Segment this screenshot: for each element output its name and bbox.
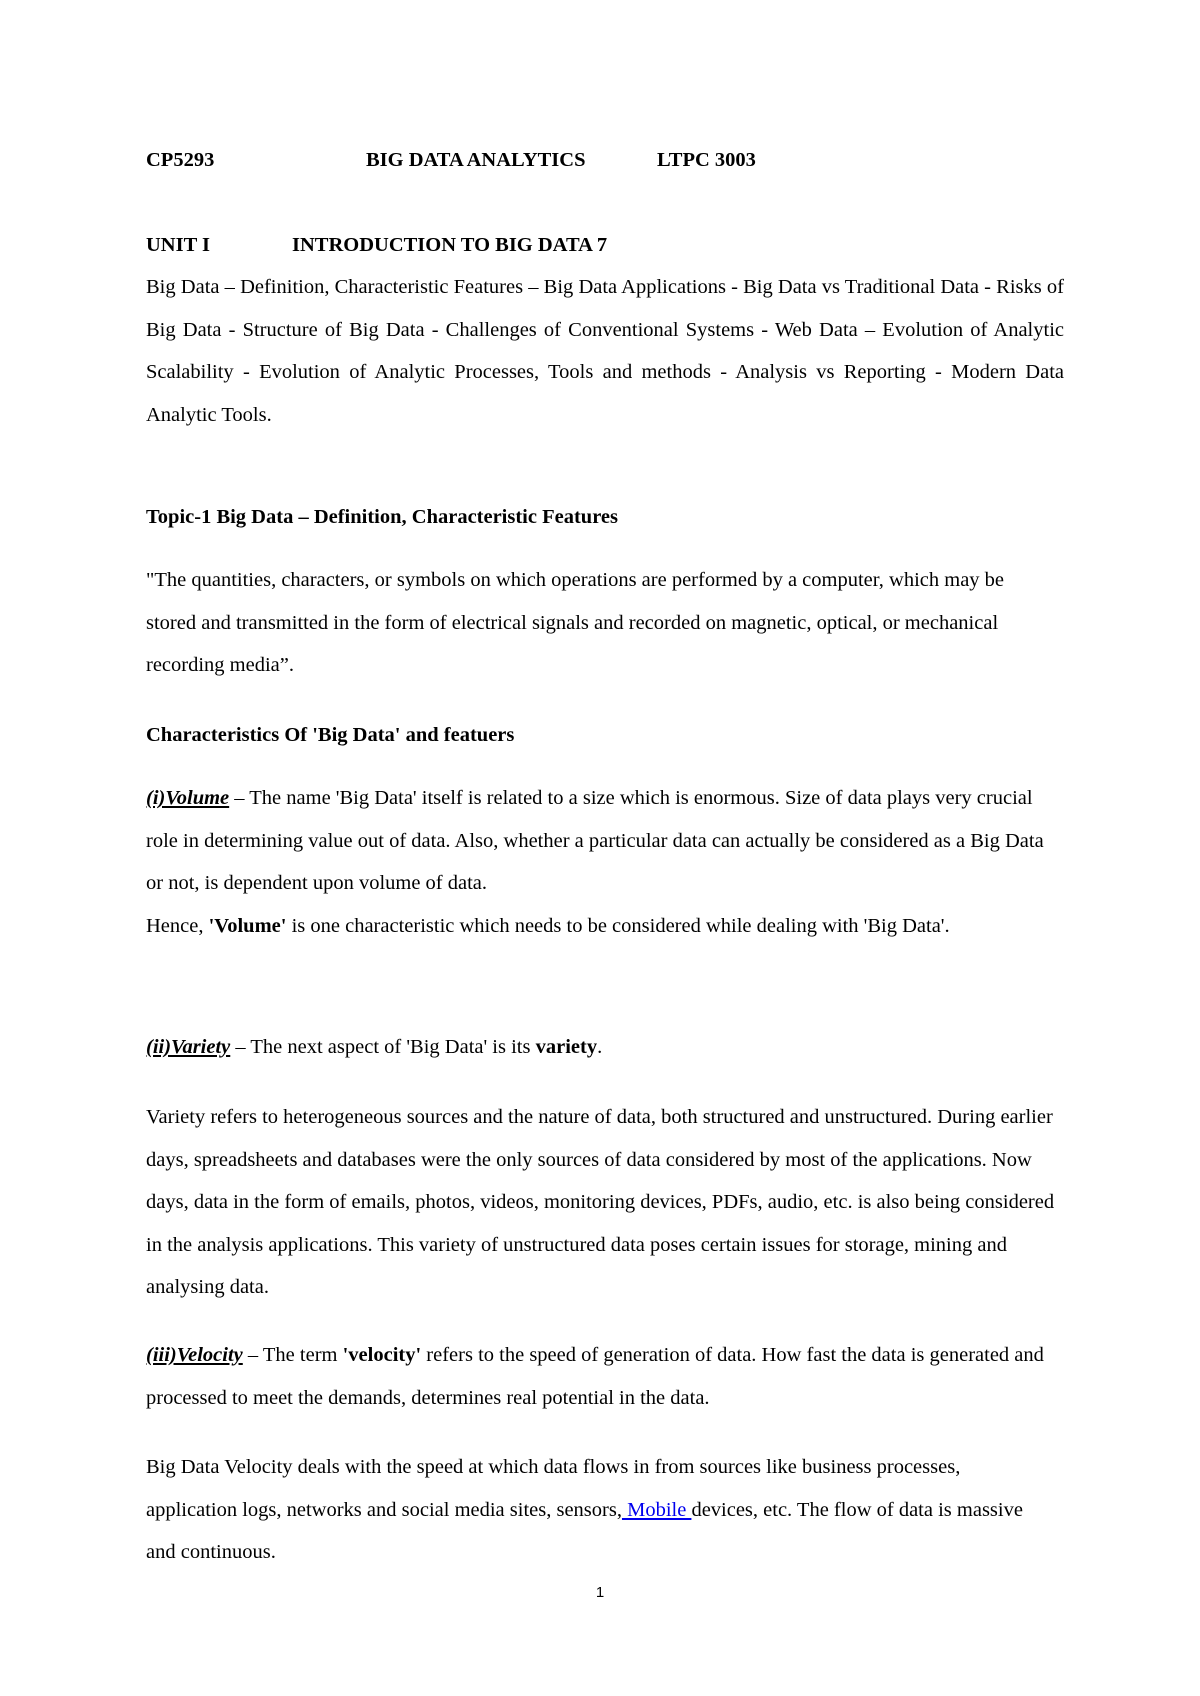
velocity-intro (146, 1334, 1046, 1419)
velocity-bold: 'velocity' (342, 1344, 422, 1366)
page-number: 1 (595, 1584, 605, 1601)
course-code: CP5293 (146, 149, 215, 171)
variety-text: – The next aspect of 'Big Data' is its (230, 1036, 536, 1058)
volume-hence-bold: 'Volume' (208, 914, 287, 937)
velocity-label (146, 1344, 243, 1366)
volume-text: – The name 'Big Data' itself is related to a size which is enormous. Size of data plays very crucial role in determining value out of data. Also, whether a particular data can actually be considered as a Big Data or not, is dependent upon volume of data. (146, 787, 1044, 894)
course-title: BIG DATA ANALYTICS (366, 149, 586, 171)
variety-paragraph: Variety refers to heterogeneous sources and the nature of data, both structured and unstructured. During earlier days, spreadsheets and databases were the only sources of data considered by most of the applications. Now days, data in the form of emails, photos, videos, monitoring devices, PDFs, audio, etc. is also being considered in the analysis applications. This variety of unstructured data poses certain issues for storage, mining and analysing data. (146, 1106, 1055, 1298)
velocity-rest: refers to the speed of generation of data. How fast the data is generated and processed to meet the demands, determines real potential in the data. (146, 1344, 1044, 1409)
unit-title: INTRODUCTION TO BIG DATA 7 (292, 234, 608, 256)
volume-label: (i)Volume (146, 787, 230, 809)
topic-heading: Topic-1 Big Data – Definition, Characteristic Features (146, 506, 619, 528)
velocity-label-text: (iii)Velocity (146, 1344, 243, 1366)
velocity-para-start: Big Data Velocity deals with the speed at which data flows in from sources like business processes, application logs, networks and social media sites, sensors, (146, 1456, 961, 1521)
unit-label: UNIT I (146, 234, 210, 256)
characteristics-heading: Characteristics Of 'Big Data' and featuers (146, 724, 515, 746)
variety-bold: variety (535, 1036, 598, 1058)
volume-hence-prefix: Hence, (146, 914, 209, 937)
velocity-para-end: devices, etc. The flow of data is massive and continuous. (146, 1498, 1023, 1563)
course-ltpc: LTPC 3003 (657, 149, 756, 171)
variety-end: . (597, 1036, 603, 1058)
unit-syllabus: Big Data – Definition, Characteristic Features – Big Data Applications - Big Data vs Traditional Data - Risks of Big Data - Structure of Big Data - Challenges of Conventional Systems - Web Data – Evolution of Analytic Scalability - Evolution of Analytic Processes, Tools and methods - Analysis vs Reporting - Modern Data Analytic Tools. (146, 276, 1064, 426)
volume-hence-suffix: is one characteristic which needs to be considered while dealing with 'Big Data'. (286, 914, 950, 937)
velocity-paragraph (146, 1446, 1046, 1574)
definition-paragraph: "The quantities, characters, or symbols on which operations are performed by a computer, which may be stored and transmitted in the form of electrical signals and recorded on magnetic, optical, or mechanical recording media”. (146, 569, 1005, 676)
velocity-text: – The term (242, 1344, 343, 1366)
volume-paragraph (146, 777, 1046, 947)
mobile-link[interactable]: Mobile (621, 1498, 692, 1521)
variety-label: (ii)Variety (146, 1036, 231, 1058)
variety-intro (146, 1026, 1046, 1069)
